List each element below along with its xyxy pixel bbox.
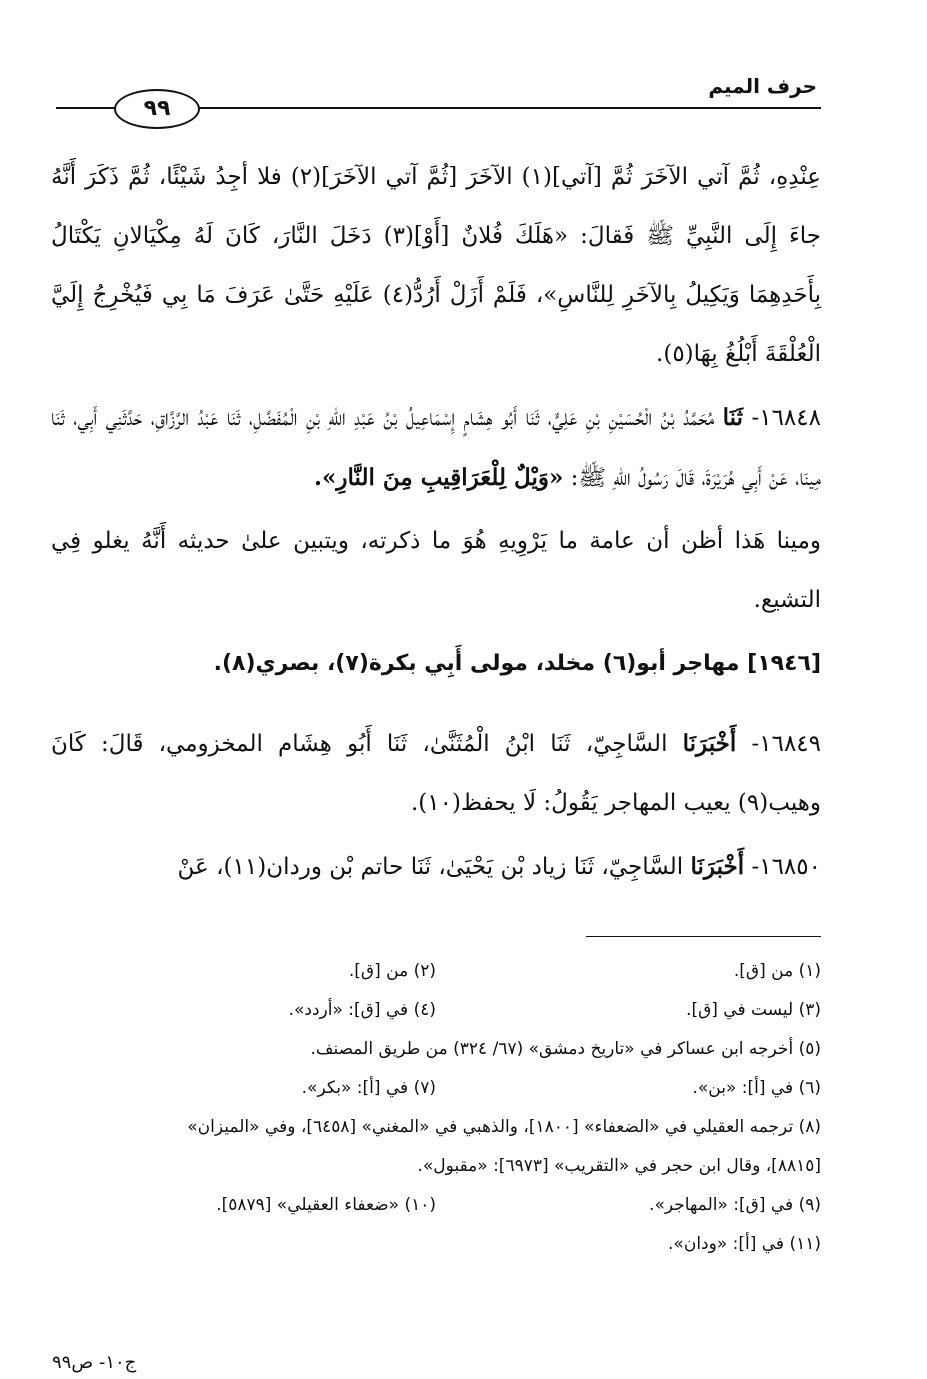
commentary-paragraph: ومينا هَذا أظن أن عامة ما يَرْوِيهِ هُوَ ما ذكرته، ويتبين علىٰ حديثه أَنَّهُ يغلو فِي التشيع. (51, 528, 821, 613)
footnote-2: (٢) من [ق]. (348, 961, 436, 981)
paragraph-continuation: عِنْدِهِ، ثُمَّ آتي الآخَرَ ثُمَّ [آتي](١) الآخَرَ [ثُمَّ آتي الآخَرَ](٢) فلا أجِدُ شَيْئًا، ثُمَّ ذَكَرَ أَنَّهُ جاءَ إِلَى النَّبِيِّ ﷺ فَقالَ: «هَلَكَ فُلانٌ [أَوْ](٣) دَخَلَ النَّارَ، كَانَ لَهُ مِكْيَالانِ يَكْتَالُ بِأَحَدِهِمَا وَيَكِيلُ بِالآخَرِ لِلنَّاسِ»، فَلَمْ أَزَلْ أَرُدُّ(٤) عَلَيْهِ حَتَّىٰ عَرَفَ مَا بِي فَيُخْرِجُ إِلَيَّ الْعُلْقَةَ أَبْلُغُ بِهَا(٥). (51, 164, 821, 367)
footnote-4: (٤) في [ق]: «أردد». (288, 1000, 436, 1020)
footnote-7: (٧) في [أ]: «بكر». (301, 1078, 436, 1098)
hadith-lead: أَخْبَرَنَا (682, 730, 737, 757)
footnote-11: (١١) في [أ]: «ودان». (668, 1234, 821, 1254)
footnote-8-line-1: (٨) ترجمه العقيلي في «الضعفاء» [١٨٠٠]، والذهبي في «المغني» [٦٤٥٨]، وفي «الميزان» (187, 1117, 821, 1137)
footnote-5: (٥) أخرجه ابن عساكر في «تاريخ دمشق» (٦٧/ ٣٢٤) من طريق المصنف. (310, 1039, 821, 1059)
footnote-3: (٣) ليست في [ق]. (686, 1000, 821, 1020)
footnote-rule (586, 936, 821, 937)
page-number: ٩٩ (143, 96, 171, 121)
footnote-10: (١٠) «ضعفاء العقيلي» [٥٨٧٩]. (216, 1195, 436, 1215)
hadith-number: ١٦٨٥٠- (751, 854, 821, 880)
footnote-row (51, 991, 821, 1030)
hadith-number: ١٦٨٤٨- (751, 405, 821, 431)
footnote-row (51, 1186, 821, 1225)
hadith-text: السَّاجِيّ، ثَنَا ابْنُ الْمُثَنَّىٰ، ثَنَا أَبُو هِشَام المخزومي، قَالَ: كَانَ وهيب(٩) يعيب المهاجر يَقُولُ: لَا يحفظ(١٠). (51, 731, 821, 816)
footnote-row (51, 1069, 821, 1108)
hadith-16848 (51, 388, 821, 508)
entry-title: [١٩٤٦] مهاجر أبو(٦) مخلد، مولى أَبِي بكرة(٧)، بصري(٨). (213, 651, 821, 676)
hadith-16849 (51, 714, 821, 833)
footnote-row (51, 952, 821, 991)
running-title: حرف الميم (708, 74, 817, 98)
hadith-quote: «وَيْلٌ لِلْعَرَاقِيبِ مِنَ النَّارِ». (314, 464, 564, 491)
volume-page-footer: ج١٠- ص٩٩ (52, 1352, 137, 1373)
page-number-badge (114, 89, 200, 129)
hadith-text: السَّاجِيّ، ثَنَا زياد بْن يَحْيَىٰ، ثَنَا حاتم بْن وردان(١١)، عَنْ (177, 854, 684, 880)
footnotes (51, 952, 821, 1264)
hadith-number: ١٦٨٤٩- (751, 731, 822, 757)
hadith-lead: أَخْبَرَنَا (690, 853, 745, 880)
footnote-6: (٦) في [أ]: «بن». (692, 1078, 821, 1098)
hadith-lead: ثَنَا (722, 404, 744, 431)
main-text (51, 148, 821, 897)
footnote-8-line-2: [٨٨١٥]، وقال ابن حجر في «التقريب» [٦٩٧٣]: «مقبول». (417, 1156, 821, 1176)
hadith-16850 (51, 837, 821, 897)
footnote-1: (١) من [ق]. (733, 961, 821, 981)
hadith-text: مُحَمَّدُ بْنُ الْحُسَيْنِ بْنِ عَلِيٍّ، ثَنَا أَبُو هِشَامٍ إِسْمَاعِيلُ بْنُ عَبْدِ اللهِ بْنِ الْمُفَضَّلِ، ثَنَا عَبْدُ الرَّزَّاقِ، حَدَّثَنِي أَبِي، ثَنَا مِينَا، عَنْ أَبِي هُرَيْرَةَ، قَالَ رَسُولُ اللهِ ﷺ: (51, 405, 821, 491)
footnote-9: (٩) في [ق]: «المهاجر». (649, 1195, 821, 1215)
